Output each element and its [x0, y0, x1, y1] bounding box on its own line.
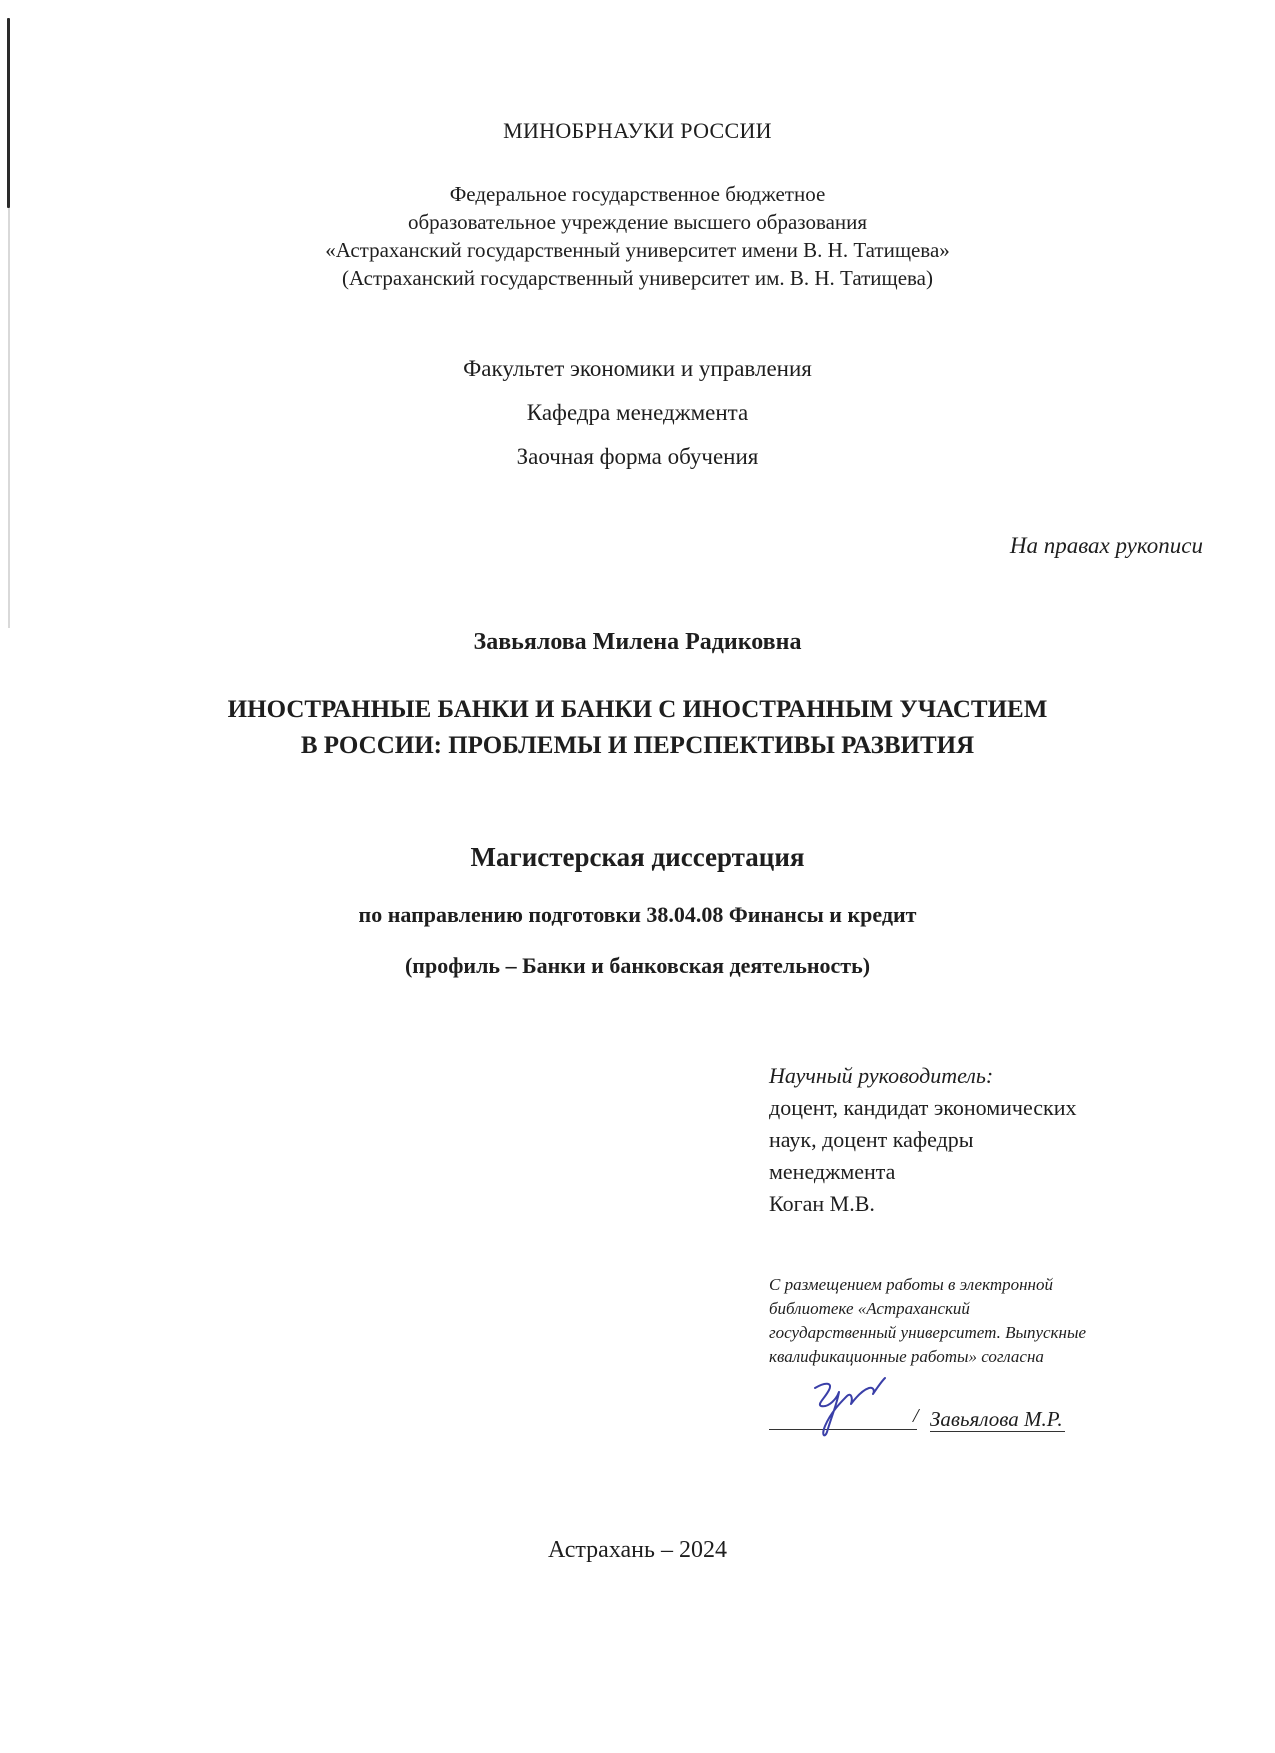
org-line: образовательное учреждение высшего образования — [407, 210, 868, 234]
thesis-title — [0, 692, 1275, 764]
thesis-title-line: В РОССИИ: ПРОБЛЕМЫ И ПЕРСПЕКТИВЫ РАЗВИТИЯ — [300, 732, 975, 759]
consent-line: государственный университет. Выпускные — [769, 1323, 1086, 1342]
library-consent-note — [769, 1273, 1209, 1369]
supervisor-line: доцент, кандидат экономических — [769, 1095, 1077, 1120]
supervisor-line: менеджмента — [769, 1159, 896, 1184]
study-form: Заочная форма обучения — [516, 444, 759, 469]
org-line: Федеральное государственное бюджетное — [449, 182, 826, 206]
study-direction: по направлению подготовки 38.04.08 Финансы и кредит — [358, 902, 917, 927]
faculty-block — [0, 347, 1275, 479]
consent-line: библиотеке «Астраханский — [769, 1299, 970, 1318]
supervisor-label: Научный руководитель: — [769, 1063, 994, 1088]
signature-separator: / — [913, 1405, 919, 1427]
thesis-type: Магистерская диссертация — [470, 842, 805, 872]
manuscript-note: На правах рукописи — [1009, 533, 1203, 558]
study-profile: (профиль – Банки и банковская деятельность) — [404, 953, 871, 978]
org-line: (Астраханский государственный университет им. В. Н. Татищева) — [342, 266, 933, 290]
consent-line: квалификационные работы» согласна — [769, 1347, 1044, 1366]
department-name: Кафедра менеджмента — [526, 400, 749, 425]
supervisor-line: наук, доцент кафедры — [769, 1127, 974, 1152]
supervisor-name: Коган М.В. — [769, 1191, 875, 1216]
faculty-name: Факультет экономики и управления — [463, 356, 812, 381]
consent-line: С размещением работы в электронной — [769, 1275, 1053, 1294]
thesis-title-line: ИНОСТРАННЫЕ БАНКИ И БАНКИ С ИНОСТРАННЫМ УЧАСТИЕМ — [227, 696, 1048, 723]
supervisor-block — [769, 1060, 1077, 1220]
handwritten-signature — [807, 1368, 887, 1440]
ministry-name: МИНОБРНАУКИ РОССИИ — [503, 118, 772, 143]
city-year: Астрахань – 2024 — [548, 1537, 727, 1563]
org-line: «Астраханский государственный университет имени В. Н. Татищева» — [325, 238, 950, 262]
signature-row — [769, 1396, 1109, 1436]
signer-name: Завьялова М.Р. — [930, 1407, 1063, 1431]
author-name: Завьялова Милена Радиковна — [473, 629, 802, 655]
university-name-block — [0, 180, 1275, 292]
